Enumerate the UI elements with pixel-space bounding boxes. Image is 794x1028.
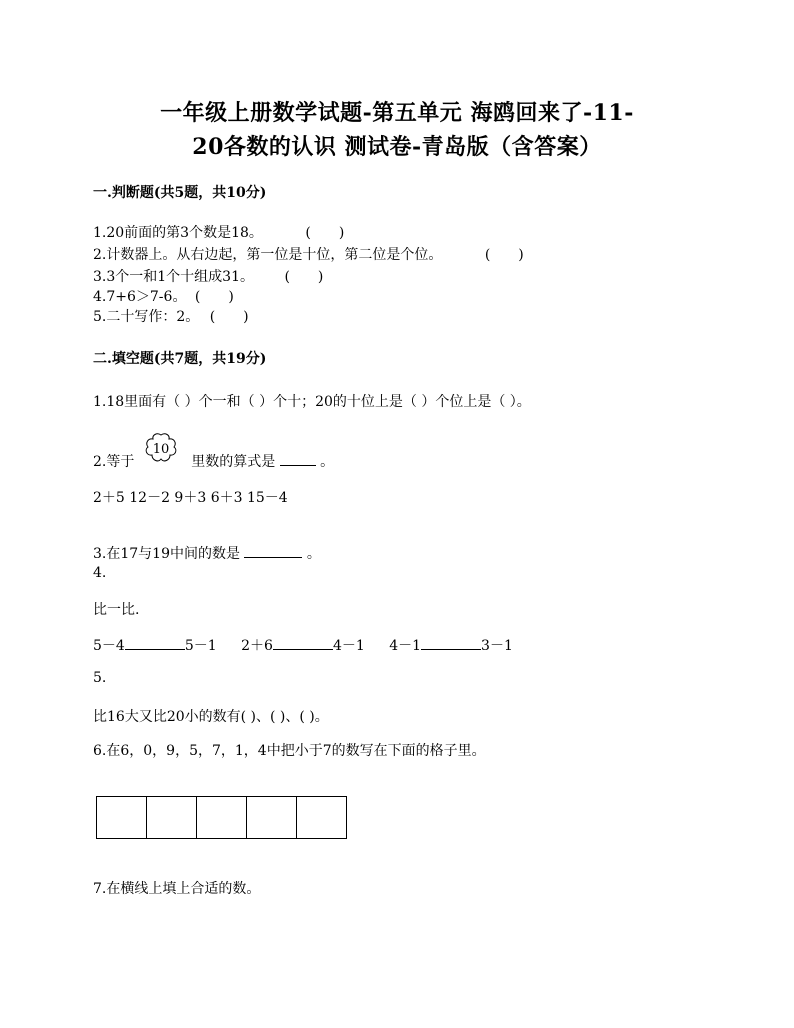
q5-text: 比16大又比20小的数有( )、( )、( )。	[93, 709, 329, 725]
compare-right: 3－1	[481, 638, 513, 654]
judge-item-4	[93, 286, 234, 306]
grid-cell[interactable]	[296, 796, 347, 839]
judge-item-text: 5.二十写作：2。	[93, 309, 200, 325]
q6-text: 6.在6，0，9，5，7，1，4中把小于7的数写在下面的格子里。	[93, 743, 486, 759]
judge-item-3	[93, 266, 323, 286]
answer-blank[interactable]	[280, 451, 316, 466]
q2-prefix: 2.等于	[93, 454, 135, 470]
fill-question-2	[93, 451, 334, 471]
page-title-line1: 一年级上册数学试题-第五单元 海鸥回来了-11-	[160, 100, 634, 126]
flower-number: 10	[152, 442, 170, 457]
compare-left: 4－1	[389, 638, 422, 654]
q4-compare-row	[93, 635, 513, 655]
q3-text: 3.在17与19中间的数是	[93, 546, 240, 562]
q2-options: 2＋5 12－2 9＋3 6＋3 15－4	[93, 490, 288, 506]
fill-question-3	[93, 543, 321, 563]
compare-right: 4－1	[332, 638, 365, 654]
q3-end: 。	[306, 546, 321, 562]
page-title-line2: 20各数的认识 测试卷-青岛版（含答案）	[192, 134, 602, 160]
q5-number: 5.	[93, 670, 107, 686]
compare-left: 2＋6	[241, 638, 273, 654]
judge-item-text: 1.20前面的第3个数是18。	[93, 225, 263, 241]
judge-item-5	[93, 306, 249, 326]
section1-heading: 一.判断题(共5题，共10分)	[93, 185, 267, 201]
grid-cell[interactable]	[96, 796, 147, 839]
compare-right: 5－1	[184, 638, 217, 654]
grid-cell[interactable]	[246, 796, 297, 839]
grid-cell[interactable]	[196, 796, 247, 839]
judge-item-text: 3.3个一和1个十组成31。	[93, 269, 254, 285]
answer-blank[interactable]	[244, 543, 302, 558]
answer-parens[interactable]: ( )	[194, 289, 234, 305]
q4-text: 比一比.	[93, 602, 140, 618]
q2-suffix: 里数的算式是	[191, 454, 276, 470]
answer-blank[interactable]	[273, 635, 333, 650]
flower-icon	[144, 432, 178, 464]
section2-heading: 二.填空题(共7题，共19分)	[93, 351, 267, 367]
fill-question-1: 1.18里面有（ ）个一和（ ）个十；20的十位上是（ ）个位上是（ ）。	[93, 394, 531, 410]
answer-parens[interactable]: ( )	[209, 309, 249, 325]
answer-grid	[96, 796, 347, 839]
answer-blank[interactable]	[421, 635, 481, 650]
q7-text: 7.在横线上填上合适的数。	[93, 881, 261, 897]
answer-parens[interactable]: ( )	[305, 225, 345, 241]
compare-left: 5－4	[93, 638, 125, 654]
judge-item-text: 2.计数器上。从右边起，第一位是十位，第二位是个位。	[93, 247, 443, 263]
judge-item-text: 4.7+6＞7-6。	[93, 289, 187, 305]
q4-number: 4.	[93, 565, 107, 581]
judge-item-1	[93, 222, 344, 242]
judge-item-2	[93, 244, 524, 264]
grid-cell[interactable]	[146, 796, 197, 839]
answer-parens[interactable]: ( )	[284, 269, 324, 285]
answer-parens[interactable]: ( )	[484, 247, 524, 263]
q2-end: 。	[320, 454, 335, 470]
answer-blank[interactable]	[125, 635, 185, 650]
